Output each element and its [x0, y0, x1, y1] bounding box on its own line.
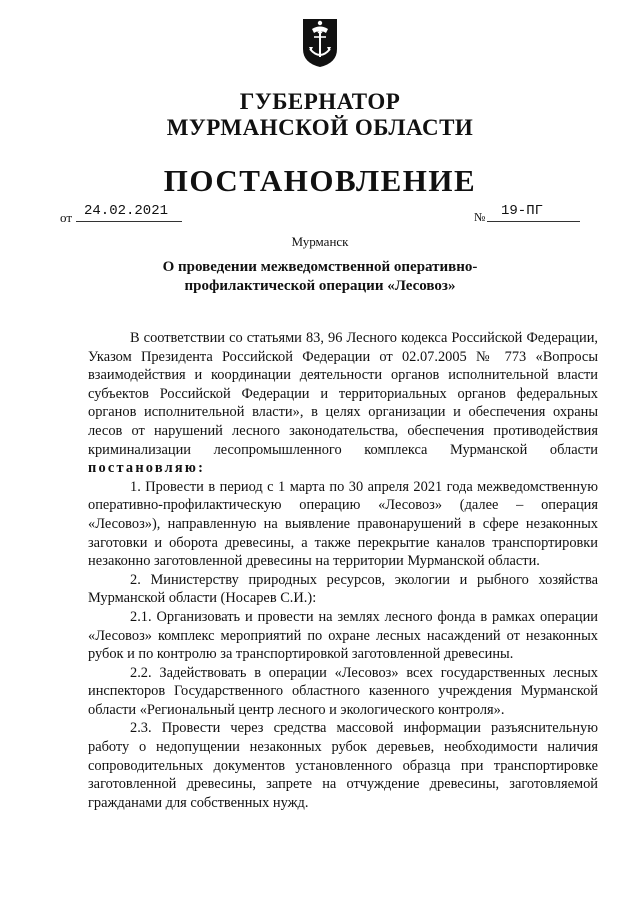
- document-title: О проведении межведомственной оперативно-профилактической операции «Лесовоз»: [162, 259, 478, 294]
- paragraph-1: 1. Провести в период с 1 марта по 30 апреля 2021 года межведомственную оперативно-профилактическую операцию «Лесовоз» (далее – операция «Лесовоз»), направленную на выявление правонарушений в сфере незаконных заготовки и оборота древесины, а также перекрытие каналов транспортировки незаконно заготовленной древесины на территории Мурманской области.: [88, 478, 598, 570]
- number-field: [487, 203, 580, 222]
- date-field: [76, 203, 182, 222]
- date-label: от: [60, 210, 73, 225]
- document-type: ПОСТАНОВЛЕНИЕ: [163, 163, 477, 198]
- paragraph-2-2: 2.2. Задействовать в операции «Лесовоз» всех государственных лесных инспекторов Государственного областного казенного учреждения Мурманской области «Региональный центр лесного и экологического контроля».: [88, 664, 598, 718]
- document-body: [88, 329, 598, 812]
- paragraph-2: 2. Министерству природных ресурсов, экологии и рыбного хозяйства Мурманской области (Носарев С.И.):: [88, 571, 598, 607]
- number-value: 19-ПГ: [501, 203, 544, 219]
- governor-title: ГУБЕРНАТОР: [239, 89, 401, 114]
- date-value: 24.02.2021: [84, 203, 169, 219]
- decree-word: постановляю:: [88, 460, 206, 477]
- city-name: Мурманск: [291, 234, 349, 249]
- preamble-text: В соответствии со статьями 83, 96 Лесного кодекса Российской Федерации, Указом Президента Российской Федерации от 02.07.2005 № 773 «Вопросы взаимодействия и координации деятельности органов исполнительной власти субъектов Российской Федерации и территориальных органов федеральных органов исполнительной власти», в целях организации и обеспечения охраны лесов от нарушений лесного законодательства, обеспечения противодействия криминализации лесопромышленного комплекса Мурманской области: [88, 330, 598, 458]
- paragraph-2-3: 2.3. Провести через средства массовой информации разъяснительную работу о недопущении незаконных рубок деревьев, необходимости наличия сопроводительных документов установленного образца при транспортировке заготовленной древесины, запрете на отчуждение древесины, заготовляемой гражданами для собственных нужд.: [88, 720, 598, 811]
- paragraph-2-1: 2.1. Организовать и провести на землях лесного фонда в рамках операции «Лесовоз» комплекс мероприятий по охране лесных насаждений от незаконных рубок и по контролю за транспортировкой заготовленной древесины.: [88, 608, 598, 663]
- preamble-paragraph: [88, 329, 598, 478]
- number-label: №: [474, 210, 486, 224]
- coat-of-arms-icon: [301, 17, 339, 69]
- region-title: МУРМАНСКОЙ ОБЛАСТИ: [166, 115, 474, 140]
